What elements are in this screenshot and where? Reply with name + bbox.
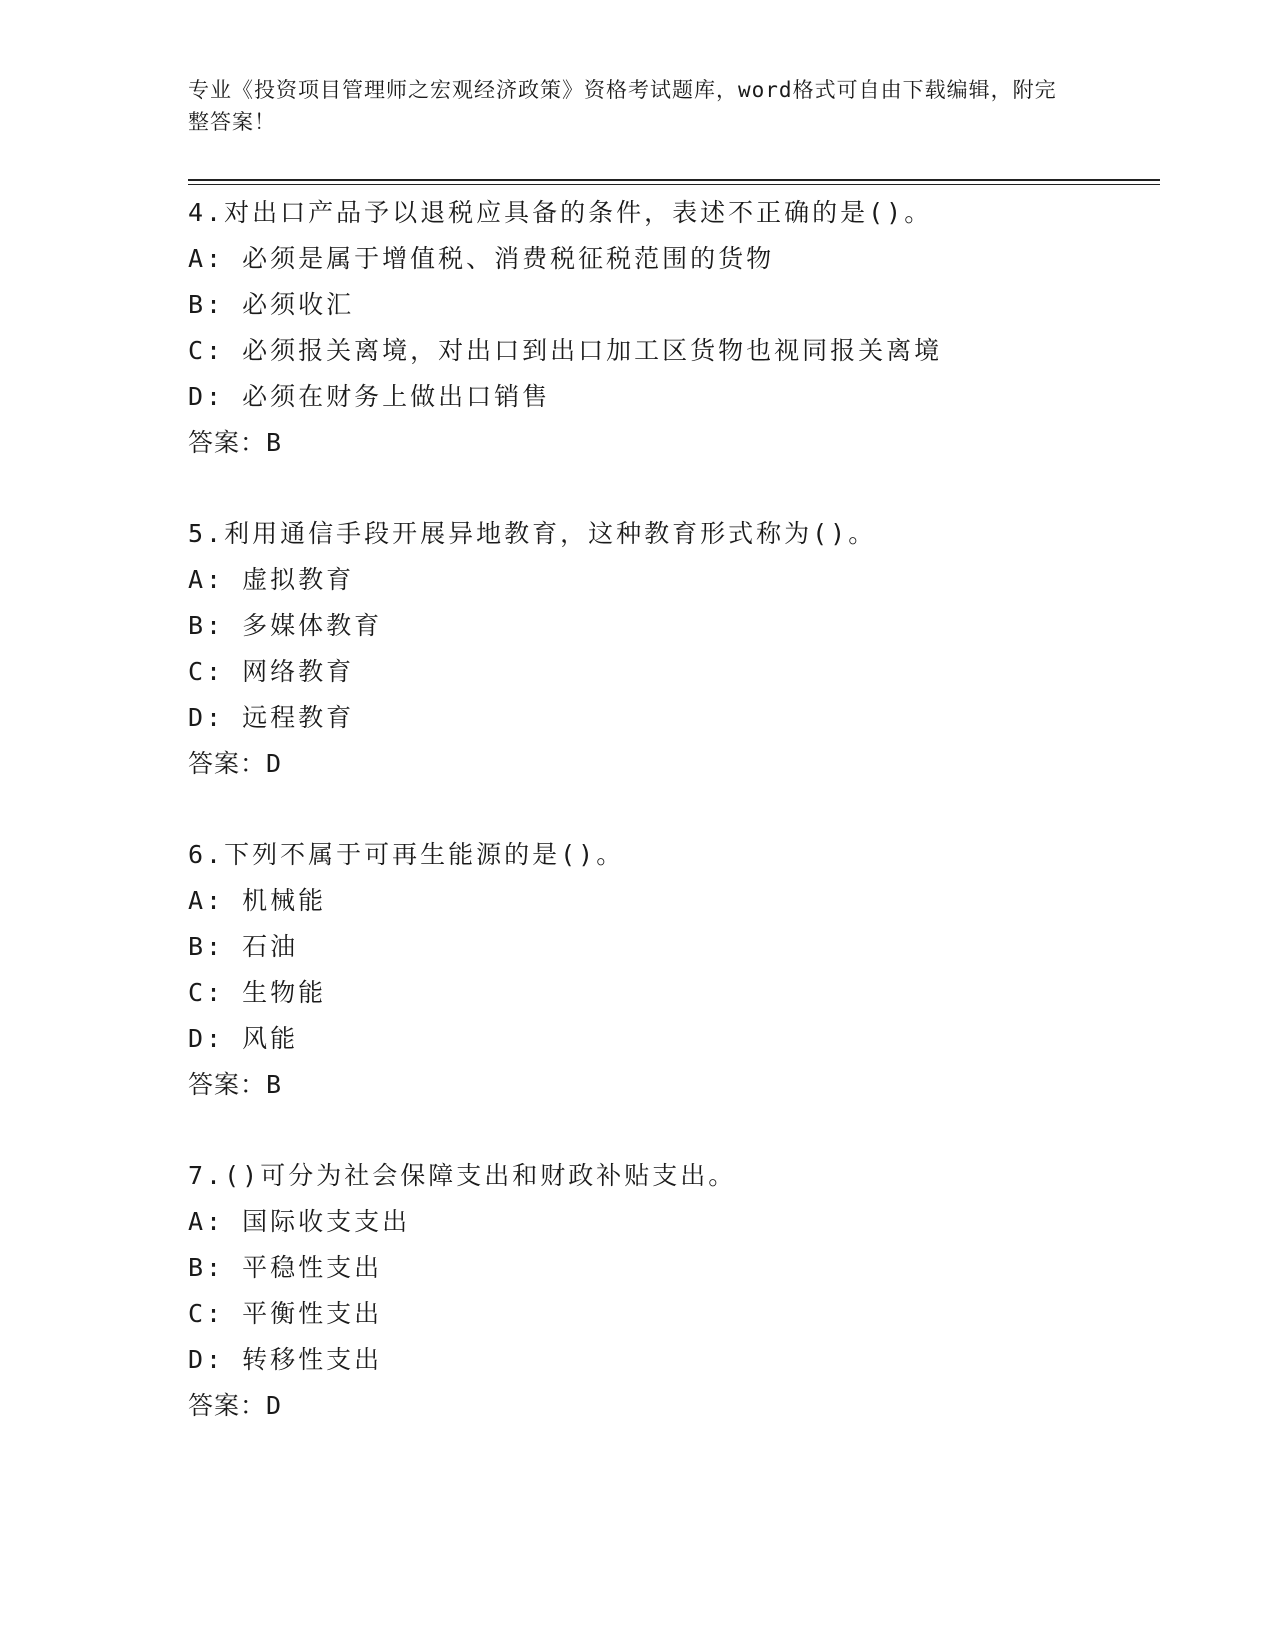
answer-label: 答案： (188, 428, 267, 457)
answer-value: B (266, 1070, 283, 1099)
document-header: 专业《投资项目管理师之宏观经济政策》资格考试题库，word格式可自由下载编辑，附完整答案！ (188, 78, 1057, 134)
answer-value: B (266, 428, 283, 457)
option-a: A: 虚拟教育 (188, 565, 355, 594)
question-stem: 5.利用通信手段开展异地教育，这种教育形式称为()。 (188, 519, 877, 548)
option-c: C: 必须报关离境，对出口到出口加工区货物也视同报关离境 (188, 336, 943, 365)
option-b: B: 平稳性支出 (188, 1253, 383, 1282)
option-c: C: 网络教育 (188, 657, 355, 686)
option-d: D: 远程教育 (188, 703, 355, 732)
question-7 (188, 1153, 1148, 1429)
answer-label: 答案： (188, 749, 267, 778)
question-stem: 7.()可分为社会保障支出和财政补贴支出。 (188, 1161, 737, 1190)
option-a: A: 必须是属于增值税、消费税征税范围的货物 (188, 244, 775, 273)
answer-line (188, 1383, 1148, 1429)
answer-line (188, 420, 1148, 466)
question-list (188, 190, 1148, 1474)
option-d: D: 转移性支出 (188, 1345, 383, 1374)
answer-value: D (266, 749, 283, 778)
option-c: C: 平衡性支出 (188, 1299, 383, 1328)
option-b: B: 必须收汇 (188, 290, 355, 319)
option-d: D: 风能 (188, 1024, 299, 1053)
question-stem: 6.下列不属于可再生能源的是()。 (188, 840, 625, 869)
option-a: A: 机械能 (188, 886, 327, 915)
answer-label: 答案： (188, 1070, 267, 1099)
option-a: A: 国际收支支出 (188, 1207, 411, 1236)
question-6 (188, 832, 1148, 1108)
header-divider-thick (188, 179, 1160, 181)
option-d: D: 必须在财务上做出口销售 (188, 382, 551, 411)
header-divider-thin (188, 184, 1160, 185)
question-stem: 4.对出口产品予以退税应具备的条件，表述不正确的是()。 (188, 198, 933, 227)
question-4 (188, 190, 1148, 466)
question-5 (188, 511, 1148, 787)
answer-line (188, 1062, 1148, 1108)
option-b: B: 石油 (188, 932, 299, 961)
answer-value: D (266, 1391, 283, 1420)
answer-line (188, 741, 1148, 787)
option-c: C: 生物能 (188, 978, 327, 1007)
answer-label: 答案： (188, 1391, 267, 1420)
option-b: B: 多媒体教育 (188, 611, 383, 640)
